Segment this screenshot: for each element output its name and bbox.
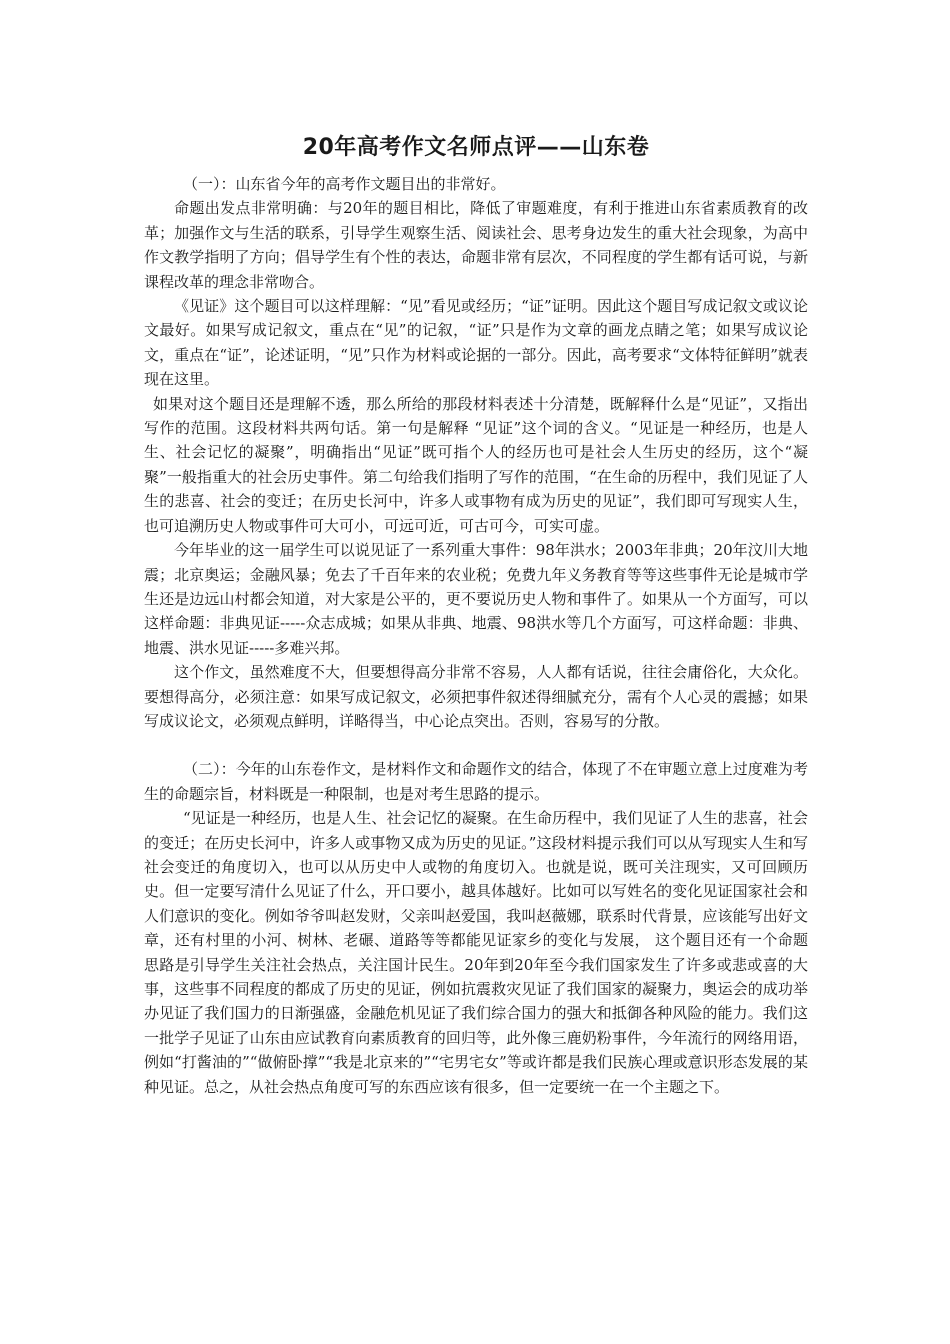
section-one	[144, 172, 808, 733]
paragraph: 这个作文，虽然难度不大，但要想得高分非常不容易，人人都有话说，往往会庸俗化，大众化。要想得高分，必须注意：如果写成记叙文，必须把事件叙述得细腻充分，需有个人心灵的震撼；如果写成议论文，必须观点鲜明，详略得当，中心论点突出。否则，容易写的分散。	[144, 663, 808, 730]
paragraph: 今年毕业的这一届学生可以说见证了一系列重大事件：98年洪水；2003年非典；20年汶川大地震；北京奥运；金融风暴；免去了千百年来的农业税；免费九年义务教育等等这些事件无论是城市学生还是边远山村都会知道，对大家是公平的，更不要说历史人物和事件了。如果从一个方面写，可以这样命题：非典见证-----众志成城；如果从非典、地震、98洪水等几个方面写，可这样命题：非典、地震、洪水见证-----多难兴邦。	[144, 541, 808, 657]
paragraph: “见证是一种经历，也是人生、社会记忆的凝聚。在生命历程中，我们见证了人生的悲喜，社会的变迁；在历史长河中，许多人或事物又成为历史的见证。”这段材料提示我们可以从写现实人生和写社会变迁的角度切入，也可以从历史中人或物的角度切入。也就是说，既可关注现实，又可回顾历史。但一定要写清什么见证了什么，开口要小，越具体越好。比如可以写姓名的变化见证国家社会和人们意识的变化。例如爷爷叫赵发财，父亲叫赵爱国，我叫赵薇娜，联系时代背景，应该能写出好文章，还有村里的小河、树林、老碾、道路等等都能见证家乡的变化与发展， 这个题目还有一个命题思路是引导学生关注社会热点，关注国计民生。20年到20年至今我们国家发生了许多或悲或喜的大事，这些事不同程度的都成了历史的见证，例如抗震救灾见证了我们国家的凝聚力，奥运会的成功举办见证了我们国力的日渐强盛，金融危机见证了我们综合国力的强大和抵御各种风险的能力。我们这一批学子见证了山东由应试教育向素质教育的回归等，此外像三鹿奶粉事件，今年流行的网络用语，例如“打酱油的”“做俯卧撑”“我是北京来的”“宅男宅女”等或许都是我们民族心理或意识形态发展的某种见证。总之，从社会热点角度可写的东西应该有很多，但一定要统一在一个主题之下。	[144, 809, 808, 1096]
paragraph: 命题出发点非常明确：与20年的题目相比，降低了审题难度，有利于推进山东省素质教育的改革；加强作文与生活的联系，引导学生观察生活、阅读社会、思考身边发生的重大社会现象，为高中作文教学指明了方向；倡导学生有个性的表达，命题非常有层次，不同程度的学生都有话可说，与新课程改革的理念非常吻合。	[144, 199, 808, 291]
paragraph: 如果对这个题目还是理解不透，那么所给的那段材料表述十分清楚，既解释什么是“见证”，又指出写作的范围。这段材料共两句话。第一句是解释 “见证”这个词的含义。“见证是一种经历，也是人生、社会记忆的凝聚”，明确指出“见证”既可指个人的经历也可是社会人生历史的经历，这个“凝聚”一般指重大的社会历史事件。第二句给我们指明了写作的范围，“在生命的历程中，我们见证了人生的悲喜、社会的变迁；在历史长河中，许多人或事物有成为历史的见证”，我们即可写现实人生，也可追溯历史人物或事件可大可小，可远可近，可古可今，可实可虚。	[144, 394, 808, 535]
document-title: 20年高考作文名师点评——山东卷	[302, 135, 650, 160]
section-two	[144, 757, 808, 1099]
section-one-intro: （一）：山东省今年的高考作文题目出的非常好。	[183, 175, 506, 193]
section-gap	[144, 733, 808, 757]
section-two-intro: （二）：今年的山东卷作文，是材料作文和命题作文的结合，体现了不在审题立意上过度难为考生的命题宗旨，材料既是一种限制，也是对考生思路的提示。	[144, 760, 808, 803]
document-page	[144, 130, 808, 1099]
paragraph: 《见证》这个题目可以这样理解：“见”看见或经历；“证”证明。因此这个题目写成记叙文或议论文最好。如果写成记叙文，重点在“见”的记叙，“证”只是作为文章的画龙点睛之笔；如果写成议论文，重点在“证”，论述证明，“见”只作为材料或论据的一部分。因此，高考要求“文体特征鲜明”就表现在这里。	[144, 297, 808, 389]
